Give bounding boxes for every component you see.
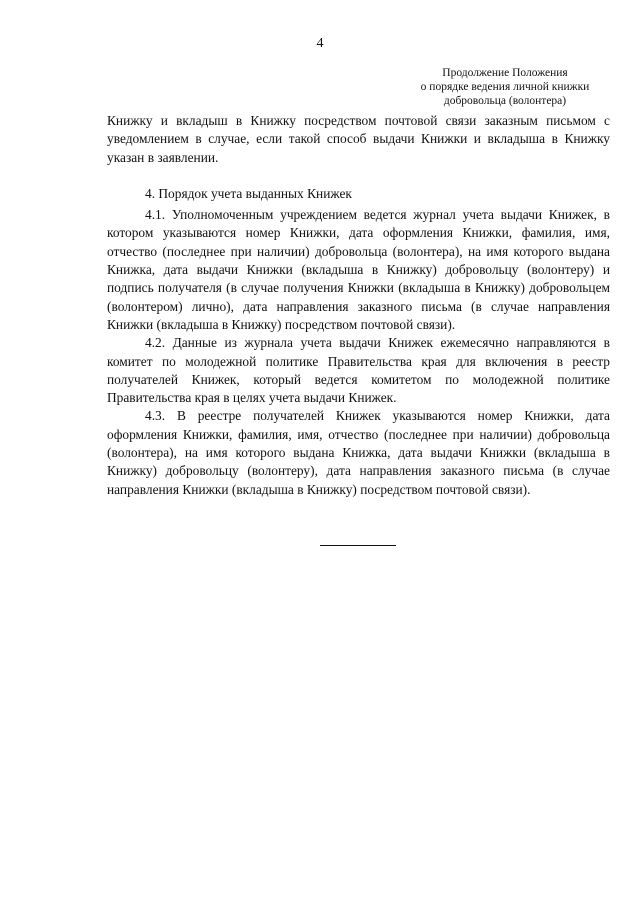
header-note-line-1: Продолжение Положения	[442, 67, 568, 79]
end-divider	[320, 545, 396, 546]
header-note	[400, 66, 610, 108]
paragraph-4-2: 4.2. Данные из журнала учета выдачи Книжек ежемесячно направляются в комитет по молодежной политике Правительства края для включения в реестр получателей Книжек, который ведется комитетом по молодежной политике Правительства края в целях учета выдачи Книжек.	[107, 335, 610, 406]
document-body	[107, 112, 610, 499]
page-number: 4	[316, 36, 324, 51]
header-note-line-2: о порядке ведения личной книжки	[420, 81, 590, 93]
paragraph-4-3: 4.3. В реестре получателей Книжек указываются номер Книжки, дата оформления Книжки, фамилия, имя, отчество (последнее при наличии) добровольца (волонтера), на имя которого выдана Книжка, дата выдачи Книжки (вкладыша в Книжку) добровольцу (волонтеру), дата направления заказного письма (в случае направления Книжки (вкладыша в Книжку) посредством почтовой связи).	[107, 408, 610, 497]
header-note-line-3: добровольца (волонтера)	[443, 95, 567, 107]
paragraph-4-1: 4.1. Уполномоченным учреждением ведется журнал учета выдачи Книжек, в котором указываются номер Книжки, дата оформления Книжки, фамилия, имя, отчество (последнее при наличии) добровольца (волонтера), на имя которого выдана Книжка, дата выдачи Книжки (вкладыша в Книжку) добровольцу (волонтеру) и подпись получателя (в случае получения Книжки (вкладыша в Книжку) добровольцем (волонтером) лично), дата направления заказного письма (в случае направления Книжки (вкладыша в Книжку) посредством почтовой связи).	[107, 207, 610, 332]
section-heading: 4. Порядок учета выданных Книжек	[145, 185, 352, 201]
continuation-paragraph: Книжку и вкладыш в Книжку посредством почтовой связи заказным письмом с уведомлением в случае, если такой способ выдачи Книжки и вкладыша в Книжку указан в заявлении.	[107, 113, 610, 165]
